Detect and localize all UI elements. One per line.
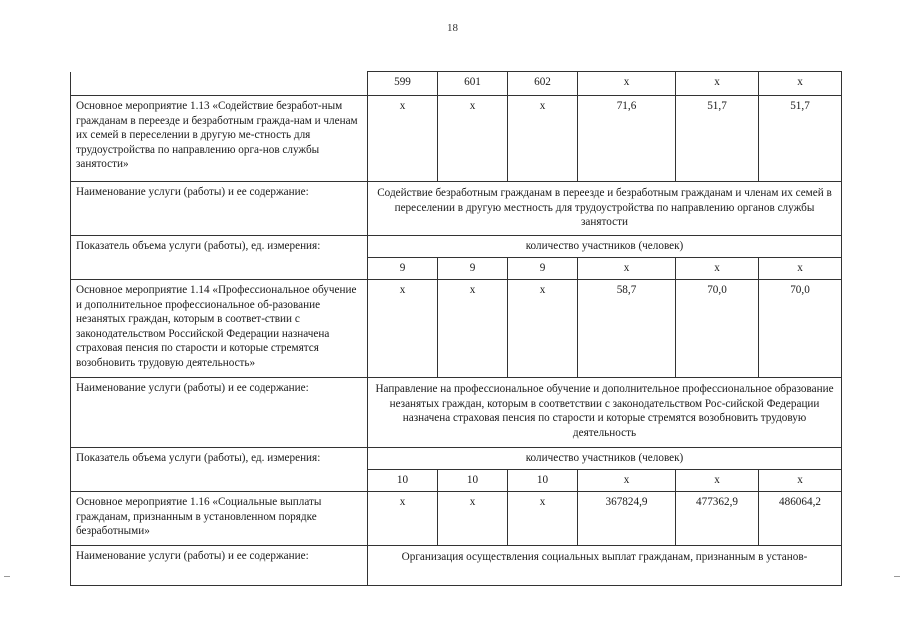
table-row: [71, 72, 842, 96]
table-cell: x: [508, 280, 578, 378]
table-cell: 70,0: [759, 280, 842, 378]
table-row: [71, 280, 842, 378]
table-cell: 602: [508, 72, 578, 96]
program-table: [70, 71, 842, 586]
table-row: [71, 96, 842, 182]
table-cell: 9: [508, 258, 578, 280]
service-description: Направление на профессиональное обучение и дополнительное профессиональное образование незанятых граждан, которым в соответствии с законодательством Рос-сийской Федерации назначена страховая пенсия по старости и которые стремятся возобновить трудовую деятельность: [368, 378, 842, 448]
service-description: Содействие безработным гражданам в переезде и безработным гражданам и членам их семей в переселении в другую местность для трудоустройства по направлению органов службы занятости: [368, 182, 842, 236]
table-cell: 51,7: [759, 96, 842, 182]
table-row: [71, 492, 842, 546]
table-cell: 367824,9: [578, 492, 676, 546]
service-label: Наименование услуги (работы) и ее содержание:: [71, 182, 368, 236]
table-cell: x: [759, 470, 842, 492]
table-row: [71, 470, 842, 492]
scan-edge-mark: [894, 576, 900, 577]
table-cell: x: [676, 470, 759, 492]
table-cell: x: [759, 72, 842, 96]
empty-cell: [71, 470, 368, 492]
service-label: Наименование услуги (работы) и ее содержание:: [71, 546, 368, 586]
table-cell: x: [368, 280, 438, 378]
table-cell: 477362,9: [676, 492, 759, 546]
measure-title-116: Основное мероприятие 1.16 «Социальные выплаты гражданам, признанным в установленном порядке безработными»: [71, 492, 368, 546]
table-cell: 601: [438, 72, 508, 96]
table-cell: 486064,2: [759, 492, 842, 546]
table-cell: 10: [438, 470, 508, 492]
indicator-label: Показатель объема услуги (работы), ед. измерения:: [71, 448, 368, 470]
table-cell: 71,6: [578, 96, 676, 182]
table-cell: x: [676, 258, 759, 280]
indicator-unit: количество участников (человек): [368, 236, 842, 258]
table-cell: 9: [368, 258, 438, 280]
table-cell: x: [368, 492, 438, 546]
measure-title-113: Основное мероприятие 1.13 «Содействие безработ-ным гражданам в переезде и безработным гражда-нам и членам их семей в переселении в другую ме-стность для трудоустройства по направлению орга-нов службы занятости»: [71, 96, 368, 182]
empty-cell: [71, 258, 368, 280]
indicator-unit: количество участников (человек): [368, 448, 842, 470]
table-row: [71, 258, 842, 280]
table-cell: x: [508, 96, 578, 182]
table-row: [71, 236, 842, 258]
table-row: [71, 182, 842, 236]
table-cell: 599: [368, 72, 438, 96]
table-cell: x: [578, 72, 676, 96]
table-cell: x: [438, 96, 508, 182]
table-row: [71, 546, 842, 586]
scan-edge-mark: [4, 576, 10, 577]
table-row: [71, 448, 842, 470]
page-number: 18: [447, 22, 458, 34]
empty-cell: [71, 72, 368, 96]
table-cell: x: [578, 470, 676, 492]
table-cell: x: [368, 96, 438, 182]
table-cell: x: [676, 72, 759, 96]
table-cell: x: [508, 492, 578, 546]
table-cell: x: [759, 258, 842, 280]
indicator-label: Показатель объема услуги (работы), ед. измерения:: [71, 236, 368, 258]
table-cell: 70,0: [676, 280, 759, 378]
table-cell: x: [578, 258, 676, 280]
page-bottom-margin: [0, 588, 905, 640]
table-cell: x: [438, 492, 508, 546]
table-cell: 9: [438, 258, 508, 280]
service-description: Организация осуществления социальных выплат гражданам, признанным в установ-: [368, 546, 842, 586]
table-cell: 10: [368, 470, 438, 492]
table-cell: x: [438, 280, 508, 378]
table-cell: 10: [508, 470, 578, 492]
table-cell: 51,7: [676, 96, 759, 182]
service-label: Наименование услуги (работы) и ее содержание:: [71, 378, 368, 448]
table-cell: 58,7: [578, 280, 676, 378]
table-row: [71, 378, 842, 448]
measure-title-114: Основное мероприятие 1.14 «Профессиональное обучение и дополнительное профессиональное об-разование незанятых граждан, которым в соответ-ствии с законодательством Российской Федерации назначена страховая пенсия по старости и которые стремятся возобновить трудовую деятельность»: [71, 280, 368, 378]
